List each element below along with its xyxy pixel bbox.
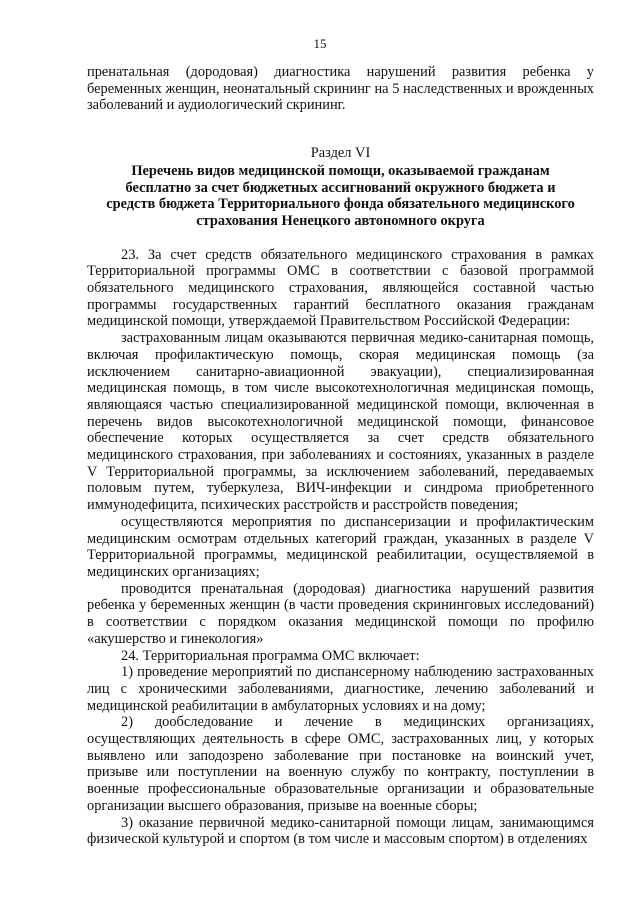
- list-item-1: 1) проведение мероприятий по диспансерному наблюдению застрахованных лиц с хроническими заболеваниями, диагностике, лечению заболеваний и медицинской реабилитации в амбулаторных условиях и на дому;: [87, 664, 594, 714]
- continuation-paragraph: пренатальная (дородовая) диагностика нарушений развития ребенка у беременных женщин, неонатальный скрининг на 5 наследственных и врожденных заболеваний и аудиологический скрининг.: [87, 64, 594, 114]
- list-item-2: 2) дообследование и лечение в медицинских организациях, осуществляющих деятельность в сфере ОМС, застрахованных лиц, у которых выявлено или заподозрено заболевание при постановке на воинский учет, призыве или поступлении на военную службу по контракту, поступлении в военные профессиональные образовательные организации и образовательные организации высшего образования, призыве на военные сборы;: [87, 714, 594, 814]
- paragraph-prenatal-diagnostics: проводится пренатальная (дородовая) диагностика нарушений развития ребенка у беременных женщин (в части проведения скрининговых исследований) в соответствии с порядком оказания медицинской помощи по профилю «акушерство и гинекология»: [87, 580, 594, 647]
- paragraph-24: 24. Территориальная программа ОМС включает:: [121, 647, 420, 664]
- page-number: 15: [313, 36, 327, 51]
- section-title: Перечень видов медицинской помощи, оказываемой гражданам бесплатно за счет бюджетных ассигнований окружного бюджета и средств бюджета Территориального фонда обязательного медицинского страхования Ненецкого автономного округа: [106, 162, 575, 229]
- document-body: [87, 64, 594, 848]
- section-heading: [87, 145, 594, 230]
- list-item-3: 3) оказание первичной медико-санитарной помощи лицам, занимающимся физической культурой и спортом (в том числе и массовым спортом) в отделениях: [87, 814, 594, 848]
- paragraph-23: 23. За счет средств обязательного медицинского страхования в рамках Территориальной программы ОМС в соответствии с базовой программой обязательного медицинского страхования, являющейся составной частью программы государственных гарантий бесплатного оказания гражданам медицинской помощи, утверждаемой Правительством Российской Федерации:: [87, 246, 594, 330]
- section-number: Раздел VI: [310, 145, 371, 162]
- paragraph-insured-care: застрахованным лицам оказываются первичная медико-санитарная помощь, включая профилактическую помощь, скорая медицинская помощь (за исключением санитарно-авиационной эвакуации), специализированная медицинская помощь, в том числе высокотехнологичная медицинская помощь, являющаяся частью специализированной медицинской помощи, включенная в перечень видов высокотехнологичной медицинской помощи, финансовое обеспечение которых осуществляется за счет средств обязательного медицинского страхования, при заболеваниях и состояниях, указанных в разделе V Территориальной программы, за исключением заболеваний, передаваемых половым путем, туберкулеза, ВИЧ-инфекции и синдрома приобретенного иммунодефицита, психических расстройств и расстройств поведения;: [87, 330, 594, 514]
- paragraph-screening-measures: осуществляются мероприятия по диспансеризации и профилактическим медицинским осмотрам отдельных категорий граждан, указанных в разделе V Территориальной программы, медицинской реабилитации, осуществляемой в медицинских организациях;: [87, 513, 594, 580]
